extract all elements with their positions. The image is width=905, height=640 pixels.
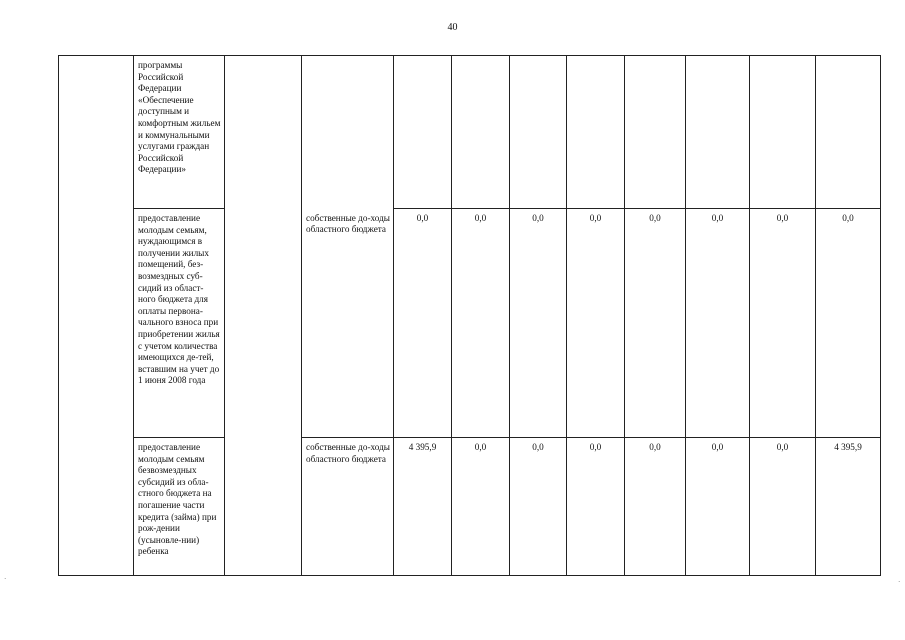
value-cell: 0,0 xyxy=(625,438,686,576)
value-cell xyxy=(394,56,452,209)
value-cell xyxy=(567,56,625,209)
value-cell xyxy=(816,56,881,209)
empty-number-cell xyxy=(59,56,134,576)
value-cell xyxy=(625,56,686,209)
funding-source: собственные до-ходы областного бюджета xyxy=(302,209,394,438)
table-row xyxy=(59,209,881,438)
funding-source: собственные до-ходы областного бюджета xyxy=(302,438,394,576)
scan-edge-mark-right: · xyxy=(898,578,901,586)
measure-description: программы Российской Федерации «Обеспечение доступным и комфортным жильем и коммунальными услугами граждан Российской Федерации» xyxy=(134,56,225,209)
measure-description: предоставление молодым семьям, нуждающимся в получении жилых помещений, без-возмездных суб-сидий из област-ного бюджета для оплаты первона-чального взноса при приобретении жилья с учетом количества имеющихся де-тей, вставшим на учет до 1 июня 2008 года xyxy=(134,209,225,438)
value-cell: 0,0 xyxy=(394,209,452,438)
value-cell: 0,0 xyxy=(686,209,750,438)
budget-table xyxy=(58,55,881,576)
value-cell: 0,0 xyxy=(567,438,625,576)
value-cell: 4 395,9 xyxy=(816,438,881,576)
value-cell xyxy=(452,56,510,209)
funding-source xyxy=(302,56,394,209)
value-cell: 0,0 xyxy=(452,438,510,576)
value-cell: 0,0 xyxy=(510,438,567,576)
scan-edge-mark-left: · xyxy=(4,575,7,583)
value-cell: 0,0 xyxy=(510,209,567,438)
value-cell: 0,0 xyxy=(625,209,686,438)
value-cell: 0,0 xyxy=(452,209,510,438)
measure-description: предоставление молодым семьям безвозмездных субсидий из обла-стного бюджета на погашение части кредита (займа) при рож-дении (усыновле-нии) ребенка xyxy=(134,438,225,576)
value-cell xyxy=(510,56,567,209)
value-cell: 0,0 xyxy=(686,438,750,576)
value-cell: 0,0 xyxy=(816,209,881,438)
table-row xyxy=(59,438,881,576)
page-number: 40 xyxy=(447,22,458,33)
table-row xyxy=(59,56,881,209)
value-cell: 0,0 xyxy=(750,209,816,438)
value-cell: 0,0 xyxy=(567,209,625,438)
empty-executor-cell xyxy=(225,56,302,576)
value-cell: 4 395,9 xyxy=(394,438,452,576)
value-cell xyxy=(750,56,816,209)
value-cell xyxy=(686,56,750,209)
value-cell: 0,0 xyxy=(750,438,816,576)
